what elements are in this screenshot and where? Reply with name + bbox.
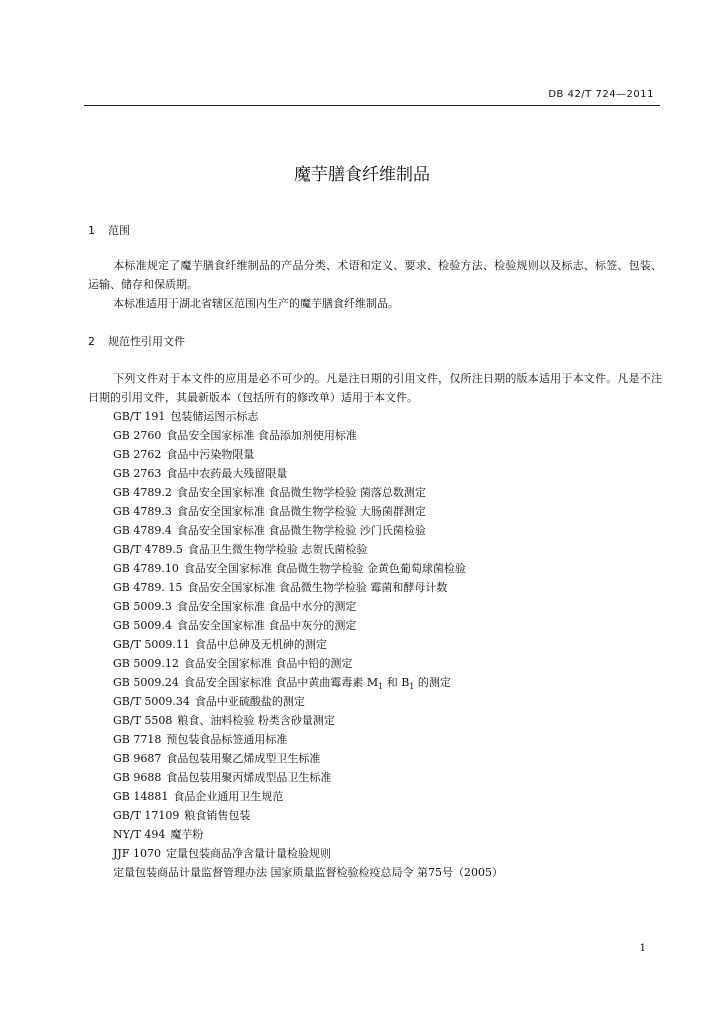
reference-code: GB 5009.3 — [113, 600, 172, 613]
reference-code: GB 2762 — [113, 448, 162, 461]
reference-code: GB 9688 — [113, 771, 162, 784]
reference-code: GB 5009.4 — [113, 619, 172, 632]
reference-code: GB/T 191 — [113, 410, 166, 423]
reference-title: 定量包装商品净含量计量检验规则 — [165, 847, 331, 860]
reference-title: 食品包装用聚乙烯成型卫生标准 — [166, 752, 321, 765]
reference-title-mid: 和 B — [383, 676, 410, 689]
standard-code: DB 42/T 724—2011 — [548, 89, 654, 100]
reference-title: 食品中总砷及无机砷的测定 — [194, 638, 327, 651]
reference-item — [113, 749, 503, 768]
section-1-title: 范围 — [108, 224, 130, 237]
section-2-heading — [88, 333, 185, 349]
reference-item — [113, 502, 503, 521]
reference-title: 粮食销售包装 — [184, 809, 251, 822]
paragraph-text: 下列文件对于本文件的应用是必不可少的。凡是注日期的引用文件，仅所注日期的版本适用于本文件。凡是不注日期的引用文件，其最新版本（包括所有的修改单）适用于本文件。 — [88, 372, 662, 404]
reference-title: 食品安全国家标准 食品中黄曲霉毒素 M — [183, 676, 379, 689]
section-1-heading — [88, 222, 130, 238]
reference-code: GB 5009.24 — [113, 676, 179, 689]
reference-item — [113, 616, 503, 635]
reference-title: 食品企业通用卫生规范 — [173, 790, 284, 803]
section-1-paragraph-2 — [88, 294, 662, 313]
reference-item — [113, 711, 503, 730]
reference-item — [113, 426, 503, 445]
section-2-number: 2 — [88, 335, 95, 348]
reference-item — [113, 540, 503, 559]
reference-title: 食品中农药最大残留限量 — [166, 467, 288, 480]
reference-title: 食品卫生微生物学检验 志贺氏菌检验 — [187, 543, 368, 556]
reference-code: GB 14881 — [113, 790, 169, 803]
reference-title: 食品中亚硫酸盐的测定 — [194, 695, 305, 708]
reference-item — [113, 844, 503, 863]
reference-code: GB 9687 — [113, 752, 162, 765]
reference-item — [113, 445, 503, 464]
reference-code: GB/T 17109 — [113, 809, 180, 822]
reference-item — [113, 673, 503, 692]
reference-code: GB 5009.12 — [113, 657, 179, 670]
reference-code: GB/T 4789.5 — [113, 543, 183, 556]
reference-item — [113, 597, 503, 616]
reference-title: 食品包装用聚丙烯成型品卫生标准 — [166, 771, 332, 784]
reference-item — [113, 559, 503, 578]
reference-title: 食品安全国家标准 食品中铅的测定 — [183, 657, 353, 670]
reference-code: NY/T 494 — [113, 828, 166, 841]
reference-code: GB 4789.2 — [113, 486, 172, 499]
subscript: 1 — [409, 682, 415, 692]
reference-code: JJF 1070 — [113, 847, 161, 860]
paragraph-text: 本标准适用于湖北省辖区范围内生产的魔芋膳食纤维制品。 — [113, 297, 399, 310]
reference-title: 食品安全国家标准 食品中灰分的测定 — [176, 619, 357, 632]
reference-item — [113, 806, 503, 825]
normative-references-list — [113, 407, 503, 882]
reference-item — [113, 825, 503, 844]
document-title: 魔芋膳食纤维制品 — [294, 165, 430, 185]
reference-title: 食品安全国家标准 食品微生物学检验 金黄色葡萄球菌检验 — [183, 562, 466, 575]
reference-item — [113, 654, 503, 673]
page-number: 1 — [639, 943, 646, 954]
reference-item — [113, 464, 503, 483]
reference-item — [113, 730, 503, 749]
reference-code: GB/T 5009.11 — [113, 638, 190, 651]
reference-code: GB 2760 — [113, 429, 162, 442]
reference-item — [113, 768, 503, 787]
reference-item — [113, 407, 503, 426]
reference-item — [113, 863, 503, 882]
reference-code: GB 4789.3 — [113, 505, 172, 518]
paragraph-text: 本标准规定了魔芋膳食纤维制品的产品分类、术语和定义、要求、检验方法、检验规则以及标志、标签、包装、运输、储存和保质期。 — [88, 259, 662, 291]
section-2-title: 规范性引用文件 — [108, 335, 185, 348]
section-1-paragraph-1 — [88, 256, 662, 294]
reference-item — [113, 483, 503, 502]
reference-item — [113, 635, 503, 654]
subscript: 1 — [378, 682, 384, 692]
reference-title: 食品安全国家标准 食品微生物学检验 菌落总数测定 — [176, 486, 426, 499]
reference-code: GB/T 5009.34 — [113, 695, 190, 708]
reference-code: GB 4789.10 — [113, 562, 179, 575]
reference-code: GB/T 5508 — [113, 714, 173, 727]
reference-title: 包装储运图示标志 — [170, 410, 259, 423]
reference-item — [113, 521, 503, 540]
reference-title: 食品安全国家标准 食品微生物学检验 大肠菌群测定 — [176, 505, 426, 518]
reference-title: 食品安全国家标准 食品中水分的测定 — [176, 600, 357, 613]
reference-title: 预包装食品标签通用标准 — [166, 733, 288, 746]
header-divider — [84, 105, 660, 106]
reference-code: GB 7718 — [113, 733, 162, 746]
reference-title: 粮食、油料检验 粉类含砂量测定 — [177, 714, 335, 727]
reference-title: 食品安全国家标准 食品微生物学检验 沙门氏菌检验 — [176, 524, 426, 537]
reference-code: GB 2763 — [113, 467, 162, 480]
reference-title: 食品安全国家标准 食品微生物学检验 霉菌和酵母计数 — [187, 581, 448, 594]
reference-item — [113, 578, 503, 597]
reference-code: GB 4789. 15 — [113, 581, 183, 594]
reference-title: 食品中污染物限量 — [166, 448, 255, 461]
section-2-paragraph-1 — [88, 369, 662, 407]
reference-title: 定量包装商品计量监督管理办法 国家质量监督检验检疫总局令 第75号（2005） — [113, 866, 503, 879]
reference-item — [113, 692, 503, 711]
reference-title: 食品安全国家标准 食品添加剂使用标准 — [166, 429, 357, 442]
reference-title-tail: 的测定 — [414, 676, 451, 689]
reference-item — [113, 787, 503, 806]
reference-code: GB 4789.4 — [113, 524, 172, 537]
section-1-number: 1 — [88, 224, 95, 237]
reference-title: 魔芋粉 — [170, 828, 204, 841]
